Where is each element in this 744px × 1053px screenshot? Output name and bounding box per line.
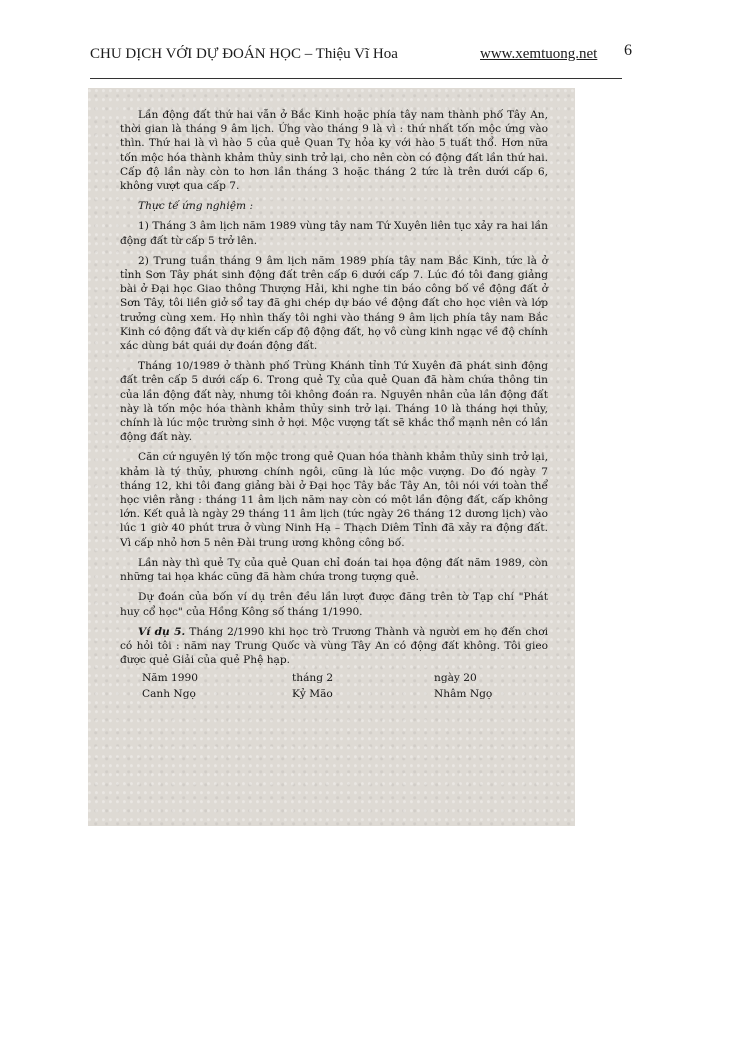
book-title: CHU DỊCH VỚI DỰ ĐOÁN HỌC – Thiệu Vĩ Hoa (90, 46, 398, 62)
paragraph-7: Dự đoán của bốn ví dụ trên đều lần lượt được đăng trên tờ Tạp chí "Phát huy cổ học" của Hồng Kông số tháng 1/1990. (120, 591, 548, 618)
website-link[interactable]: www.xemtuong.net (480, 46, 598, 62)
page-number: 6 (624, 42, 632, 59)
section-heading: Thực tế ứng nghiệm : (138, 200, 254, 213)
date-table (142, 671, 548, 700)
example-label: Ví dụ 5. (138, 625, 186, 638)
scanned-page-image (88, 88, 575, 826)
date-cell: Kỷ Mão (292, 687, 333, 700)
paragraph-6: Lần này thì quẻ Tỵ của quẻ Quan chỉ đoán tai họa động đất năm 1989, còn những tai họa khác cũng đã hàm chứa trong tượng quẻ. (120, 556, 548, 584)
date-cell: Năm 1990 (142, 672, 198, 685)
scanned-text-block (120, 108, 548, 701)
paragraph-1: Lần động đất thứ hai vẫn ở Bắc Kinh hoặc phía tây nam thành phố Tây An, thời gian là tháng 9 âm lịch. Ứng vào tháng 9 là vì : thứ nhất tốn mộc ứng vào thìn. Thứ hai là vì hào 5 của quẻ Quan Tỵ hỏa ky với hào 5 tuất thổ. Hơn nữa tốn mộc hóa thành khảm thủy sinh trở lại, cho nên còn có động đất lần thứ hai. Cấp độ lần này còn to hơn lần tháng 3 hoặc tháng 2 tức là trên dưới cấp 6, không vượt qua cấp 7. (120, 109, 548, 193)
page-header (90, 42, 632, 79)
date-cell: Canh Ngọ (142, 687, 196, 700)
paragraph-3: 2) Trung tuần tháng 9 âm lịch năm 1989 phía tây nam Bắc Kinh, tức là ở tỉnh Sơn Tây phát sinh động đất trên cấp 6 dưới cấp 7. Lúc đó tôi đang giảng bài ở Đại học Giao thông Thượng Hải, khi nghe tin báo công bố về động đất ở Sơn Tây, tôi liền giở sổ tay đã ghi chép dự báo về động đất cho học viên và lớp trưởng cùng xem. Họ nhìn thấy tôi nghi vào tháng 9 âm lịch phía tây nam Bắc Kinh có động đất và dự kiến cấp độ động đất, họ vô cùng kinh ngạc về độ chính xác dùng bát quái dự đoán động đất. (120, 254, 548, 353)
paragraph-2: 1) Tháng 3 âm lịch năm 1989 vùng tây nam Tứ Xuyên liên tục xảy ra hai lần động đất từ cấp 5 trở lên. (120, 220, 548, 247)
paragraph-8 (120, 625, 548, 668)
paragraph-4: Tháng 10/1989 ở thành phố Trùng Khánh tỉnh Tứ Xuyên đã phát sinh động đất trên cấp 5 dưới cấp 6. Trong quẻ Tỵ của quẻ Quan đã hàm chứa thông tin của lần động đất này, nhưng tôi không đoán ra. Nguyên nhân của lần động đất này là tốn mộc hóa thành khảm thủy sinh trở lại. Tháng 10 là tháng hợi thủy, chính là lúc mộc trường sinh ở hợi. Mộc vượng tất sẽ khắc thổ mạnh nên có lần động đất này. (120, 360, 548, 444)
date-cell: ngày 20 (434, 672, 477, 685)
example-text: Tháng 2/1990 khi học trò Trương Thành và người em họ đến chơi có hỏi tôi : năm nay Trung Quốc và vùng Tây An có động đất không. Tôi gieo được quẻ Giải của quẻ Phệ hạp. (120, 625, 548, 667)
paragraph-5: Căn cứ nguyên lý tốn mộc trong quẻ Quan hóa thành khảm thủy sinh trở lại, khảm là tý thủy, phương chính ngôi, cũng là lúc mộc vượng. Do đó ngày 7 tháng 12, khi tôi đang giảng bài ở Đại học Tây bắc Tây An, tôi nói với toàn thể học viên rằng : tháng 11 âm lịch năm nay còn có một lần động đất, cấp không lớn. Kết quả là ngày 29 tháng 11 âm lịch (tức ngày 26 tháng 12 dương lịch) vào lúc 1 giờ 40 phút trưa ở vùng Ninh Hạ – Thạch Diêm Tỉnh đã xảy ra động đất. Vì cấp nhỏ hơn 5 nên Đài trung ương không công bố. (120, 451, 548, 549)
date-cell: Nhâm Ngọ (434, 687, 493, 700)
date-cell: tháng 2 (292, 672, 334, 685)
